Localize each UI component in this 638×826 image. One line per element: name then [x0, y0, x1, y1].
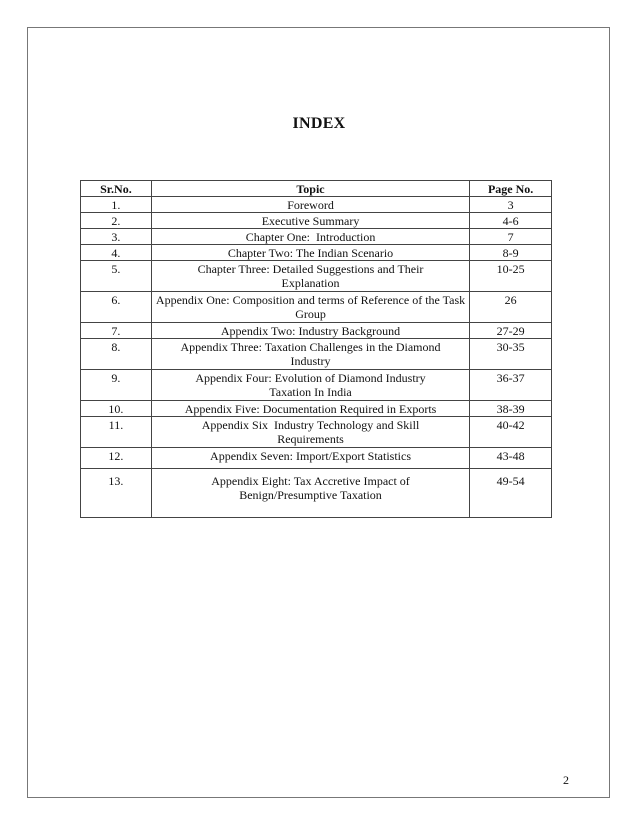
- table-row: [81, 245, 552, 261]
- table-row: [81, 229, 552, 245]
- row-topic: Appendix Eight: Tax Accretive Impact of Benign/Presumptive Taxation: [151, 469, 469, 518]
- row-page-no: 40-42: [470, 417, 552, 448]
- row-page-no: 36-37: [470, 370, 552, 401]
- row-sr-no: 10.: [81, 401, 152, 417]
- table-row: [81, 197, 552, 213]
- row-topic: Executive Summary: [151, 213, 469, 229]
- row-sr-no: 1.: [81, 197, 152, 213]
- row-sr-no: 5.: [81, 261, 152, 292]
- table-row: [81, 292, 552, 323]
- row-page-no: 27-29: [470, 323, 552, 339]
- table-row: [81, 323, 552, 339]
- row-page-no: 7: [470, 229, 552, 245]
- table-header-row: [81, 181, 552, 197]
- row-topic: Chapter Three: Detailed Suggestions and Their Explanation: [151, 261, 469, 292]
- row-sr-no: 7.: [81, 323, 152, 339]
- table-row: [81, 448, 552, 469]
- table-row: [81, 417, 552, 448]
- header-topic: Topic: [151, 181, 469, 197]
- row-sr-no: 9.: [81, 370, 152, 401]
- row-page-no: 26: [470, 292, 552, 323]
- row-sr-no: 11.: [81, 417, 152, 448]
- row-topic: Appendix Four: Evolution of Diamond Industry Taxation In India: [151, 370, 469, 401]
- row-sr-no: 4.: [81, 245, 152, 261]
- row-page-no: 4-6: [470, 213, 552, 229]
- row-page-no: 49-54: [470, 469, 552, 518]
- table-row: [81, 261, 552, 292]
- page-number: 2: [563, 773, 569, 787]
- table-row: [81, 401, 552, 417]
- row-page-no: 30-35: [470, 339, 552, 370]
- row-topic: Appendix Seven: Import/Export Statistics: [151, 448, 469, 469]
- table-row: [81, 339, 552, 370]
- index-table: [80, 180, 552, 518]
- row-topic: Appendix Two: Industry Background: [151, 323, 469, 339]
- row-sr-no: 3.: [81, 229, 152, 245]
- row-topic: Appendix One: Composition and terms of Reference of the Task Group: [151, 292, 469, 323]
- row-topic: Chapter Two: The Indian Scenario: [151, 245, 469, 261]
- row-topic: Foreword: [151, 197, 469, 213]
- row-topic: Appendix Six Industry Technology and Skill Requirements: [151, 417, 469, 448]
- header-sr-no: Sr.No.: [81, 181, 152, 197]
- row-topic: Appendix Three: Taxation Challenges in the Diamond Industry: [151, 339, 469, 370]
- header-page-no: Page No.: [470, 181, 552, 197]
- row-sr-no: 6.: [81, 292, 152, 323]
- row-sr-no: 13.: [81, 469, 152, 518]
- row-topic: Chapter One: Introduction: [151, 229, 469, 245]
- row-page-no: 8-9: [470, 245, 552, 261]
- row-page-no: 10-25: [470, 261, 552, 292]
- row-page-no: 43-48: [470, 448, 552, 469]
- row-sr-no: 8.: [81, 339, 152, 370]
- page-title: INDEX: [292, 115, 346, 132]
- table-row: [81, 213, 552, 229]
- row-page-no: 38-39: [470, 401, 552, 417]
- row-page-no: 3: [470, 197, 552, 213]
- row-sr-no: 12.: [81, 448, 152, 469]
- row-topic: Appendix Five: Documentation Required in Exports: [151, 401, 469, 417]
- row-sr-no: 2.: [81, 213, 152, 229]
- table-row: [81, 370, 552, 401]
- table-row: [81, 469, 552, 518]
